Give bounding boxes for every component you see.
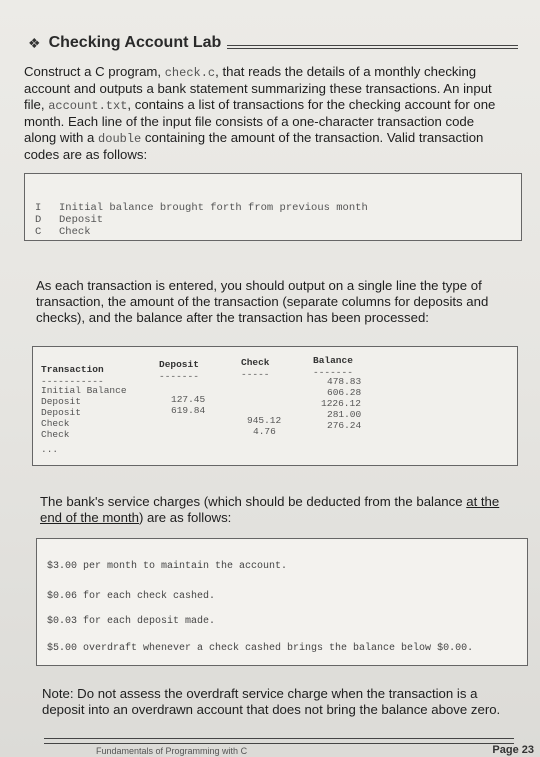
- dashes-balance: -------: [313, 367, 353, 378]
- transaction-codes-box: [24, 173, 522, 241]
- intro-text-3: , contains a list of transactions for the checking account for one month. Each line of the input file consists of a one-character transaction code along with a: [24, 97, 496, 145]
- source-filename: check.c: [164, 66, 216, 80]
- code-description: Deposit: [59, 214, 104, 226]
- footer-rule-bottom: [44, 743, 514, 744]
- service-text-1: The bank's service charges (which should be deducted from the balance: [40, 494, 467, 509]
- deposit-value: 127.45: [171, 394, 206, 405]
- dashes-check: -----: [241, 369, 270, 380]
- service-charges-box: [36, 538, 528, 666]
- header-balance: Balance: [313, 355, 353, 366]
- output-paragraph: As each transaction is entered, you should output on a single line the type of transaction, the amount of the transaction (separate columns for deposits and checks), and the balance after the transaction has been processed:: [36, 278, 489, 325]
- row-type: Initial Balance: [41, 385, 127, 396]
- diamond-bullet-icon: ❖: [28, 35, 41, 51]
- balance-value: 276.24: [327, 420, 362, 431]
- code-letter: I: [35, 202, 42, 214]
- service-text-2: ) are as follows:: [138, 510, 232, 525]
- code-letter: C: [35, 226, 42, 238]
- code-description: Initial balance brought forth from previous month: [59, 202, 368, 214]
- balance-value: 281.00: [327, 409, 362, 420]
- intro-text-4: containing the amount of the transaction. Valid transaction codes are as follows:: [24, 130, 484, 162]
- code-row: [35, 202, 368, 214]
- ellipsis: ...: [41, 444, 59, 455]
- sample-output-box: [32, 346, 518, 466]
- type-keyword: double: [98, 132, 142, 146]
- dashes-transaction: -----------: [41, 376, 104, 387]
- section-title: Checking Account Lab: [48, 34, 222, 51]
- check-value: 4.76: [253, 426, 276, 437]
- code-row: [35, 226, 91, 238]
- intro-text-1: Construct a C program,: [24, 64, 165, 79]
- row-type: Deposit: [41, 396, 81, 407]
- code-row: [35, 214, 103, 226]
- row-type: Check: [41, 429, 70, 440]
- balance-value: 478.83: [327, 376, 362, 387]
- balance-value: 1226.12: [321, 398, 361, 409]
- code-letter: D: [35, 214, 42, 226]
- row-type: Check: [41, 418, 70, 429]
- dashes-deposit: -------: [159, 371, 199, 382]
- heading-rule: [227, 45, 518, 49]
- header-deposit: Deposit: [159, 359, 199, 370]
- section-heading: [28, 34, 518, 52]
- input-filename: account.txt: [48, 99, 128, 113]
- note-paragraph: Note: Do not assess the overdraft service charge when the transaction is a deposit into an overdrawn account that does not bring the balance above zero.: [42, 686, 501, 717]
- deposit-value: 619.84: [171, 405, 206, 416]
- header-check: Check: [241, 357, 270, 368]
- check-value: 945.12: [247, 415, 282, 426]
- row-type: Deposit: [41, 407, 81, 418]
- charge-line: $0.03 for each deposit made.: [47, 616, 216, 627]
- code-description: Check: [59, 226, 91, 238]
- service-underlined: at the end of the month: [40, 494, 500, 525]
- intro-text-2: , that reads the details of a monthly checking account and outputs a bank statement summarizing these transactions. An input file,: [24, 64, 492, 112]
- page-number: Page 23: [492, 744, 534, 756]
- charge-line: $5.00 overdraft whenever a check cashed brings the balance below $0.00.: [47, 643, 474, 654]
- charge-line: $0.06 for each check cashed.: [47, 591, 216, 602]
- balance-value: 606.28: [327, 387, 362, 398]
- service-charges-paragraph: [40, 494, 514, 526]
- footer-book-title: Fundamentals of Programming with C: [96, 746, 248, 756]
- footer-rule-top: [44, 738, 514, 739]
- charge-line: $3.00 per month to maintain the account.: [47, 561, 288, 572]
- header-transaction: Transaction: [41, 364, 104, 375]
- intro-paragraph: [24, 64, 510, 163]
